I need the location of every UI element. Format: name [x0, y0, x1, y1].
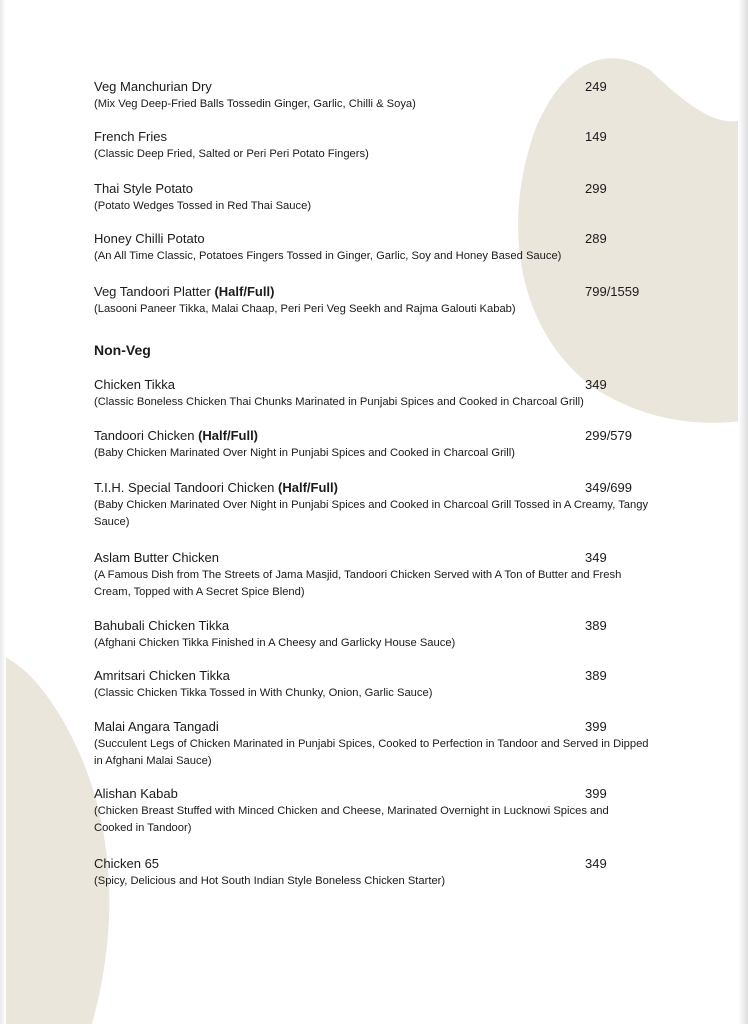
menu-item [94, 284, 654, 318]
menu-item [94, 79, 654, 113]
item-description: (Afghani Chicken Tikka Finished in A Cheesy and Garlicky House Sauce) [94, 637, 456, 649]
item-name: Tandoori Chicken (Half/Full) [94, 428, 259, 443]
item-name: Chicken Tikka [94, 377, 175, 392]
item-qualifier: (Half/Full) [214, 284, 275, 299]
menu-item [94, 719, 654, 770]
beige-blob-bottom-left [0, 655, 109, 1024]
item-price: 389 [585, 668, 607, 683]
item-price: 399 [585, 786, 607, 801]
item-price: 349 [585, 377, 607, 392]
menu-item [94, 550, 654, 601]
item-price: 289 [585, 231, 607, 246]
item-name: Amritsari Chicken Tikka [94, 668, 230, 683]
item-description: (Succulent Legs of Chicken Marinated in Punjabi Spices, Cooked to Perfection in Tandoor and Served in Dipped in Afghani Malai Sauce) [94, 738, 649, 767]
item-qualifier: (Half/Full) [198, 428, 259, 443]
item-name: Veg Tandoori Platter (Half/Full) [94, 284, 275, 299]
item-description: (Classic Boneless Chicken Thai Chunks Marinated in Punjabi Spices and Cooked in Charcoal Grill) [94, 396, 584, 408]
item-price: 349 [585, 550, 607, 565]
item-name: French Fries [94, 129, 167, 144]
item-description: (Baby Chicken Marinated Over Night in Punjabi Spices and Cooked in Charcoal Grill) [94, 447, 515, 459]
item-name: Bahubali Chicken Tikka [94, 618, 230, 633]
item-description: (Classic Chicken Tikka Tossed in With Chunky, Onion, Garlic Sauce) [94, 687, 433, 699]
item-price: 349/699 [585, 480, 632, 495]
section-heading-nonveg: Non-Veg [94, 342, 151, 358]
menu-item [94, 480, 654, 531]
item-name: Malai Angara Tangadi [94, 719, 219, 734]
item-price: 799/1559 [585, 284, 640, 299]
page-edge-right [738, 0, 748, 1024]
item-price: 399 [585, 719, 607, 734]
item-description: (Potato Wedges Tossed in Red Thai Sauce) [94, 200, 312, 212]
menu-item [94, 231, 654, 265]
item-name: Aslam Butter Chicken [94, 550, 219, 565]
item-description: (Mix Veg Deep-Fried Balls Tossedin Ginger, Garlic, Chilli & Soya) [94, 98, 416, 110]
item-qualifier: (Half/Full) [278, 480, 338, 495]
item-description: (Baby Chicken Marinated Over Night in Punjabi Spices and Cooked in Charcoal Grill Tossed in A Creamy, Tangy Sauce) [94, 499, 649, 528]
item-price: 149 [585, 129, 607, 144]
page-edge-left [0, 0, 6, 1024]
menu-item [94, 618, 654, 652]
item-description: (Lasooni Paneer Tikka, Malai Chaap, Peri Peri Veg Seekh and Rajma Galouti Kabab) [94, 303, 516, 315]
menu-item [94, 668, 654, 702]
item-name: Honey Chilli Potato [94, 231, 205, 246]
item-description: (A Famous Dish from The Streets of Jama Masjid, Tandoori Chicken Served with A Ton of Butter and Fresh Cream, Topped with A Secret Spice Blend) [94, 569, 622, 598]
menu-item [94, 786, 654, 837]
item-price: 299 [585, 181, 607, 196]
item-name: Chicken 65 [94, 856, 160, 871]
item-price: 249 [585, 79, 607, 94]
menu-item [94, 428, 654, 462]
menu-item [94, 377, 654, 411]
item-description: (Classic Deep Fried, Salted or Peri Peri Potato Fingers) [94, 148, 369, 160]
item-price: 389 [585, 618, 607, 633]
item-price: 349 [585, 856, 607, 871]
item-name: T.I.H. Special Tandoori Chicken (Half/Full) [94, 480, 338, 495]
item-description: (Spicy, Delicious and Hot South Indian Style Boneless Chicken Starter) [94, 875, 446, 887]
menu-item [94, 856, 654, 890]
item-name: Alishan Kabab [94, 786, 178, 801]
menu-item [94, 129, 654, 163]
item-description: (An All Time Classic, Potatoes Fingers Tossed in Ginger, Garlic, Soy and Honey Based Sauce) [94, 250, 562, 262]
item-description: (Chicken Breast Stuffed with Minced Chicken and Cheese, Marinated Overnight in Lucknowi Spices and Cooked in Tandoor) [94, 805, 609, 834]
item-name: Thai Style Potato [94, 181, 193, 196]
item-price: 299/579 [585, 428, 632, 443]
menu-item [94, 181, 654, 215]
item-name: Veg Manchurian Dry [94, 79, 212, 94]
